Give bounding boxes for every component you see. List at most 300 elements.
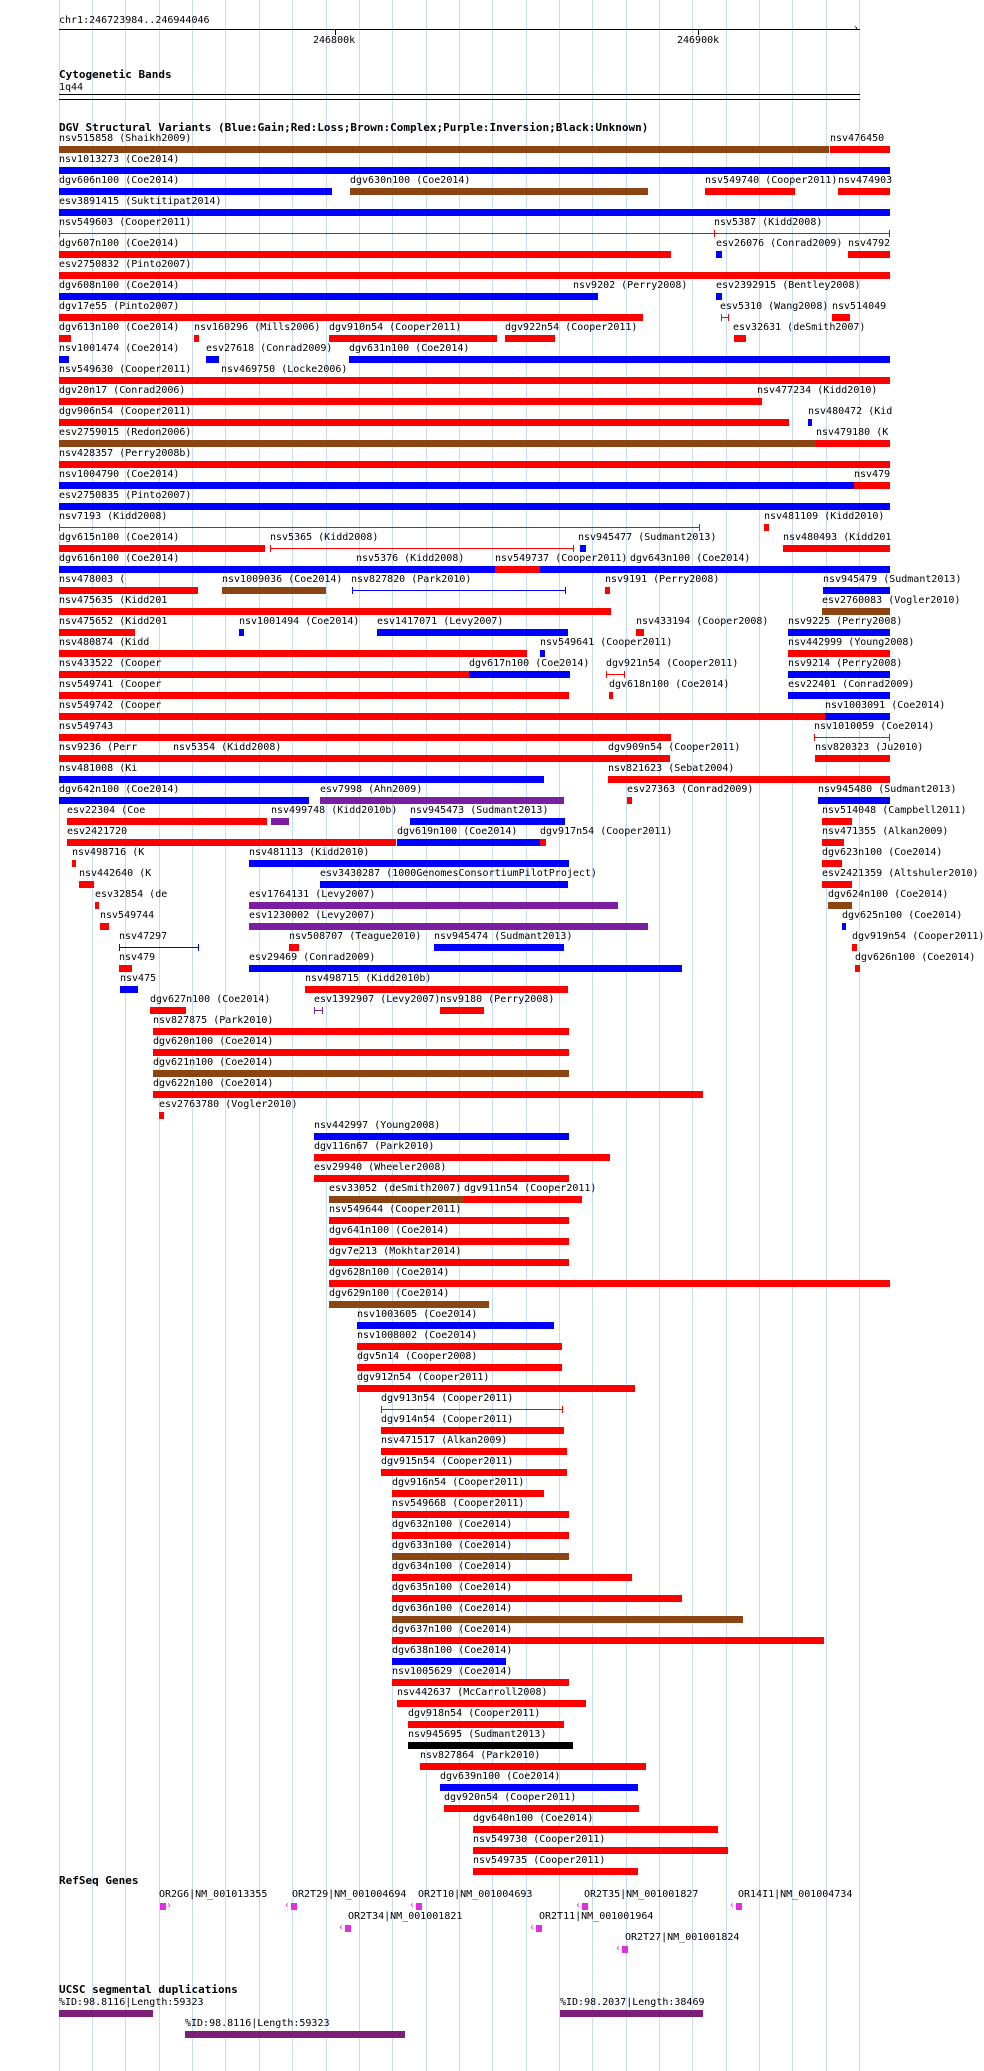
- dgv-feature-label[interactable]: dgv916n54 (Cooper2011): [392, 1477, 525, 1488]
- dgv-feature-bar[interactable]: [67, 839, 396, 846]
- dgv-feature-bar[interactable]: [59, 482, 865, 489]
- dgv-feature-label[interactable]: dgv17e55 (Pinto2007): [59, 301, 180, 312]
- dgv-feature-label[interactable]: dgv641n100 (Coe2014): [329, 1225, 450, 1236]
- dgv-feature-label[interactable]: dgv7e213 (Mokhtar2014): [329, 1246, 462, 1257]
- dgv-feature-bar[interactable]: [59, 545, 265, 552]
- dgv-feature-bar[interactable]: [221, 377, 226, 384]
- dgv-feature-label[interactable]: esv2760083 (Vogler2010): [822, 595, 961, 606]
- dgv-feature-label[interactable]: nsv5365 (Kidd2008): [270, 532, 379, 543]
- dgv-feature-label[interactable]: nsv945480 (Sudmant2013): [818, 784, 957, 795]
- dgv-feature-label[interactable]: nsv827864 (Park2010): [420, 1750, 541, 1761]
- dgv-feature-label[interactable]: nsv4792: [848, 238, 891, 249]
- dgv-feature-label[interactable]: esv2421720: [67, 826, 128, 837]
- dgv-feature-label[interactable]: nsv47297: [119, 931, 168, 942]
- refseq-gene-label[interactable]: OR2T11|NM_001001964: [539, 1911, 654, 1922]
- dgv-feature-bar[interactable]: [59, 377, 890, 384]
- dgv-feature-label[interactable]: nsv549742 (Cooper: [59, 700, 162, 711]
- dgv-feature-label[interactable]: nsv9191 (Perry2008): [605, 574, 720, 585]
- dgv-feature-label[interactable]: nsv499748 (Kidd2010b): [271, 805, 398, 816]
- dgv-feature-label[interactable]: nsv480472 (Kid: [808, 406, 893, 417]
- refseq-gene-glyph[interactable]: [416, 1903, 422, 1910]
- dgv-feature-bar[interactable]: [67, 818, 267, 825]
- dgv-feature-label[interactable]: dgv617n100 (Coe2014): [469, 658, 590, 669]
- dgv-feature-bar[interactable]: [314, 1154, 610, 1161]
- dgv-feature-bar[interactable]: [59, 440, 819, 447]
- dgv-feature-bar[interactable]: [838, 188, 890, 195]
- dgv-feature-label[interactable]: nsv475635 (Kidd201: [59, 595, 168, 606]
- dgv-feature-label[interactable]: dgv616n100 (Coe2014): [59, 553, 180, 564]
- dgv-feature-bar[interactable]: [381, 1469, 567, 1476]
- dgv-feature-label[interactable]: esv7998 (Ahn2009): [320, 784, 423, 795]
- dgv-feature-bar[interactable]: [818, 797, 890, 804]
- dgv-feature-bar[interactable]: [783, 545, 890, 552]
- dgv-feature-label[interactable]: nsv549737 (Cooper2011): [495, 553, 628, 564]
- dgv-feature-label[interactable]: dgv622n100 (Coe2014): [153, 1078, 274, 1089]
- dgv-feature-span[interactable]: [814, 737, 890, 738]
- dgv-feature-label[interactable]: dgv917n54 (Cooper2011): [540, 826, 673, 837]
- dgv-feature-label[interactable]: nsv5376 (Kidd2008): [356, 553, 465, 564]
- dgv-feature-bar[interactable]: [825, 713, 890, 720]
- dgv-feature-label[interactable]: esv27363 (Conrad2009): [627, 784, 754, 795]
- dgv-feature-bar[interactable]: [59, 587, 198, 594]
- dgv-feature-bar[interactable]: [397, 839, 544, 846]
- dgv-feature-bar[interactable]: [608, 776, 890, 783]
- dgv-feature-label[interactable]: dgv920n54 (Cooper2011): [444, 1792, 577, 1803]
- dgv-feature-label[interactable]: nsv821623 (Sebat2004): [608, 763, 735, 774]
- dgv-feature-label[interactable]: esv1392907 (Levy2007): [314, 994, 441, 1005]
- dgv-feature-label[interactable]: dgv613n100 (Coe2014): [59, 322, 180, 333]
- dgv-feature-label[interactable]: nsv1003605 (Coe2014): [357, 1309, 478, 1320]
- dgv-feature-bar[interactable]: [59, 167, 890, 174]
- dgv-feature-label[interactable]: dgv906n54 (Cooper2011): [59, 406, 192, 417]
- dgv-feature-label[interactable]: nsv1010059 (Coe2014): [814, 721, 935, 732]
- dgv-feature-label[interactable]: nsv478003 (: [59, 574, 126, 585]
- dgv-feature-bar[interactable]: [59, 293, 598, 300]
- dgv-feature-bar[interactable]: [271, 818, 289, 825]
- dgv-feature-label[interactable]: esv27618 (Conrad2009): [206, 343, 333, 354]
- dgv-feature-label[interactable]: dgv635n100 (Coe2014): [392, 1582, 513, 1593]
- segdup-bar[interactable]: [59, 2010, 153, 2017]
- segdup-bar[interactable]: [560, 2010, 703, 2017]
- dgv-feature-label[interactable]: nsv471517 (Alkan2009): [381, 1435, 508, 1446]
- dgv-feature-bar[interactable]: [410, 818, 565, 825]
- dgv-feature-bar[interactable]: [830, 146, 890, 153]
- dgv-feature-bar[interactable]: [59, 671, 471, 678]
- dgv-feature-bar[interactable]: [329, 1301, 489, 1308]
- dgv-feature-bar[interactable]: [580, 545, 586, 552]
- dgv-feature-label[interactable]: nsv481113 (Kidd2010): [249, 847, 370, 858]
- dgv-feature-label[interactable]: esv22304 (Coe: [67, 805, 146, 816]
- dgv-feature-label[interactable]: nsv508707 (Teague2010): [289, 931, 422, 942]
- dgv-feature-bar[interactable]: [408, 1721, 564, 1728]
- dgv-feature-bar[interactable]: [788, 671, 890, 678]
- dgv-feature-bar[interactable]: [495, 566, 540, 573]
- dgv-feature-label[interactable]: dgv909n54 (Cooper2011): [608, 742, 741, 753]
- dgv-feature-label[interactable]: dgv921n54 (Cooper2011): [606, 658, 739, 669]
- dgv-feature-bar[interactable]: [72, 860, 76, 867]
- dgv-feature-bar[interactable]: [605, 587, 610, 594]
- dgv-feature-bar[interactable]: [764, 524, 769, 531]
- segdup-label[interactable]: %ID:98.2037|Length:38469: [560, 1997, 705, 2008]
- refseq-gene-label[interactable]: OR14I1|NM_001004734: [738, 1889, 853, 1900]
- dgv-feature-label[interactable]: nsv945479 (Sudmant2013): [823, 574, 962, 585]
- dgv-feature-label[interactable]: dgv5n14 (Cooper2008): [357, 1351, 478, 1362]
- dgv-feature-bar[interactable]: [392, 1595, 682, 1602]
- dgv-feature-bar[interactable]: [329, 1217, 569, 1224]
- dgv-feature-bar[interactable]: [357, 1364, 562, 1371]
- dgv-feature-bar[interactable]: [392, 1574, 632, 1581]
- dgv-feature-label[interactable]: esv1764131 (Levy2007): [249, 889, 376, 900]
- dgv-feature-label[interactable]: dgv629n100 (Coe2014): [329, 1288, 450, 1299]
- dgv-feature-label[interactable]: dgv607n100 (Coe2014): [59, 238, 180, 249]
- dgv-feature-bar[interactable]: [59, 629, 135, 636]
- dgv-feature-label[interactable]: dgv642n100 (Coe2014): [59, 784, 180, 795]
- dgv-feature-bar[interactable]: [408, 1742, 573, 1749]
- dgv-feature-span[interactable]: [59, 527, 700, 528]
- dgv-feature-label[interactable]: dgv627n100 (Coe2014): [150, 994, 271, 1005]
- dgv-feature-bar[interactable]: [59, 713, 890, 720]
- dgv-feature-label[interactable]: nsv475652 (Kidd201: [59, 616, 168, 627]
- dgv-feature-label[interactable]: nsv475: [120, 973, 157, 984]
- refseq-gene-label[interactable]: OR2T10|NM_001004693: [418, 1889, 533, 1900]
- dgv-feature-bar[interactable]: [153, 1028, 569, 1035]
- dgv-feature-bar[interactable]: [377, 629, 568, 636]
- dgv-feature-label[interactable]: nsv479: [119, 952, 156, 963]
- dgv-feature-span[interactable]: [356, 569, 480, 570]
- dgv-feature-label[interactable]: esv2750835 (Pinto2007): [59, 490, 192, 501]
- dgv-feature-label[interactable]: nsv549730 (Cooper2011): [473, 1834, 606, 1845]
- dgv-feature-label[interactable]: nsv160296 (Mills2006): [194, 322, 321, 333]
- dgv-feature-bar[interactable]: [349, 356, 890, 363]
- refseq-gene-glyph[interactable]: [345, 1925, 351, 1932]
- refseq-gene-label[interactable]: OR2T27|NM_001001824: [625, 1932, 740, 1943]
- dgv-feature-bar[interactable]: [249, 860, 569, 867]
- dgv-feature-label[interactable]: dgv633n100 (Coe2014): [392, 1540, 513, 1551]
- dgv-feature-bar[interactable]: [788, 692, 890, 699]
- dgv-feature-bar[interactable]: [788, 650, 890, 657]
- dgv-feature-label[interactable]: nsv549735 (Cooper2011): [473, 1855, 606, 1866]
- dgv-feature-bar[interactable]: [464, 1196, 582, 1203]
- dgv-feature-bar[interactable]: [59, 356, 69, 363]
- dgv-feature-bar[interactable]: [59, 797, 309, 804]
- refseq-gene-label[interactable]: OR2T34|NM_001001821: [348, 1911, 463, 1922]
- dgv-feature-label[interactable]: dgv630n100 (Coe2014): [350, 175, 471, 186]
- dgv-feature-label[interactable]: dgv918n54 (Cooper2011): [408, 1708, 541, 1719]
- dgv-feature-bar[interactable]: [95, 902, 99, 909]
- dgv-feature-label[interactable]: esv2392915 (Bentley2008): [716, 280, 861, 291]
- dgv-feature-label[interactable]: dgv623n100 (Coe2014): [822, 847, 943, 858]
- dgv-feature-bar[interactable]: [757, 398, 762, 405]
- dgv-feature-bar[interactable]: [705, 188, 795, 195]
- dgv-feature-bar[interactable]: [59, 692, 569, 699]
- dgv-feature-label[interactable]: dgv912n54 (Cooper2011): [357, 1372, 490, 1383]
- dgv-feature-label[interactable]: nsv1001474 (Coe2014): [59, 343, 180, 354]
- dgv-feature-bar[interactable]: [59, 146, 829, 153]
- dgv-feature-label[interactable]: dgv116n67 (Park2010): [314, 1141, 435, 1152]
- dgv-feature-bar[interactable]: [59, 419, 789, 426]
- dgv-feature-label[interactable]: nsv479180 (K: [816, 427, 889, 438]
- dgv-feature-span[interactable]: [573, 296, 591, 297]
- dgv-feature-label[interactable]: nsv945477 (Sudmant2013): [578, 532, 717, 543]
- dgv-feature-label[interactable]: esv3891415 (Suktitipat2014): [59, 196, 222, 207]
- dgv-feature-span[interactable]: [606, 674, 625, 675]
- dgv-feature-bar[interactable]: [540, 839, 546, 846]
- dgv-feature-bar[interactable]: [357, 1343, 562, 1350]
- dgv-feature-bar[interactable]: [473, 1826, 718, 1833]
- dgv-feature-label[interactable]: nsv1004790 (Coe2014): [59, 469, 180, 480]
- dgv-feature-bar[interactable]: [815, 755, 890, 762]
- dgv-feature-bar[interactable]: [473, 1847, 728, 1854]
- dgv-feature-span[interactable]: [352, 590, 566, 591]
- dgv-feature-bar[interactable]: [249, 902, 618, 909]
- dgv-feature-label[interactable]: nsv471355 (Alkan2009): [822, 826, 949, 837]
- dgv-feature-bar[interactable]: [59, 608, 611, 615]
- dgv-feature-bar[interactable]: [59, 461, 890, 468]
- dgv-feature-span[interactable]: [381, 1409, 563, 1410]
- dgv-feature-label[interactable]: dgv615n100 (Coe2014): [59, 532, 180, 543]
- dgv-feature-label[interactable]: dgv914n54 (Cooper2011): [381, 1414, 514, 1425]
- dgv-feature-label[interactable]: nsv9202 (Perry2008): [573, 280, 688, 291]
- dgv-feature-bar[interactable]: [397, 1700, 586, 1707]
- dgv-feature-label[interactable]: esv22401 (Conrad2009): [788, 679, 915, 690]
- dgv-feature-label[interactable]: esv2763780 (Vogler2010): [159, 1099, 298, 1110]
- dgv-feature-bar[interactable]: [59, 335, 71, 342]
- dgv-feature-label[interactable]: nsv5387 (Kidd2008): [714, 217, 823, 228]
- dgv-feature-label[interactable]: nsv9236 (Perr: [59, 742, 138, 753]
- dgv-feature-label[interactable]: dgv608n100 (Coe2014): [59, 280, 180, 291]
- dgv-feature-label[interactable]: nsv549743: [59, 721, 114, 732]
- dgv-feature-bar[interactable]: [822, 608, 890, 615]
- dgv-feature-bar[interactable]: [854, 482, 890, 489]
- dgv-feature-bar[interactable]: [832, 314, 850, 321]
- dgv-feature-bar[interactable]: [249, 923, 648, 930]
- dgv-feature-label[interactable]: dgv922n54 (Cooper2011): [505, 322, 638, 333]
- refseq-gene-label[interactable]: OR2T35|NM_001001827: [584, 1889, 699, 1900]
- dgv-feature-bar[interactable]: [392, 1553, 569, 1560]
- dgv-feature-label[interactable]: nsv549644 (Cooper2011): [329, 1204, 462, 1215]
- dgv-feature-bar[interactable]: [305, 986, 568, 993]
- dgv-feature-bar[interactable]: [392, 1511, 569, 1518]
- dgv-feature-label[interactable]: esv2759015 (Redon2006): [59, 427, 192, 438]
- dgv-feature-bar[interactable]: [473, 1868, 638, 1875]
- dgv-feature-bar[interactable]: [381, 1448, 567, 1455]
- dgv-feature-bar[interactable]: [822, 839, 844, 846]
- dgv-feature-label[interactable]: esv29940 (Wheeler2008): [314, 1162, 447, 1173]
- dgv-feature-bar[interactable]: [420, 1763, 646, 1770]
- dgv-feature-label[interactable]: nsv433194 (Cooper2008): [636, 616, 769, 627]
- dgv-feature-label[interactable]: esv2750832 (Pinto2007): [59, 259, 192, 270]
- dgv-feature-label[interactable]: nsv945474 (Sudmant2013): [434, 931, 573, 942]
- dgv-feature-bar[interactable]: [505, 335, 555, 342]
- dgv-feature-bar[interactable]: [627, 797, 632, 804]
- dgv-feature-bar[interactable]: [329, 1259, 569, 1266]
- dgv-feature-bar[interactable]: [434, 944, 564, 951]
- dgv-feature-label[interactable]: nsv481008 (Ki: [59, 763, 138, 774]
- dgv-feature-bar[interactable]: [357, 1385, 635, 1392]
- dgv-feature-bar[interactable]: [59, 209, 890, 216]
- dgv-feature-label[interactable]: nsv428357 (Perry2008b): [59, 448, 192, 459]
- dgv-feature-bar[interactable]: [350, 188, 648, 195]
- dgv-feature-bar[interactable]: [392, 1532, 569, 1539]
- dgv-feature-bar[interactable]: [314, 1175, 569, 1182]
- dgv-feature-bar[interactable]: [59, 776, 544, 783]
- dgv-feature-label[interactable]: nsv1009036 (Coe2014): [222, 574, 343, 585]
- dgv-feature-label[interactable]: dgv637n100 (Coe2014): [392, 1624, 513, 1635]
- segdup-label[interactable]: %ID:98.8116|Length:59323: [185, 2018, 330, 2029]
- dgv-feature-bar[interactable]: [289, 944, 299, 951]
- dgv-feature-label[interactable]: esv29469 (Conrad2009): [249, 952, 376, 963]
- dgv-feature-label[interactable]: nsv549641 (Cooper2011): [540, 637, 673, 648]
- dgv-feature-label[interactable]: nsv549668 (Cooper2011): [392, 1498, 525, 1509]
- dgv-feature-bar[interactable]: [357, 1322, 554, 1329]
- dgv-feature-label[interactable]: dgv911n54 (Cooper2011): [464, 1183, 597, 1194]
- dgv-feature-bar[interactable]: [823, 587, 890, 594]
- dgv-feature-span[interactable]: [714, 233, 890, 234]
- dgv-feature-label[interactable]: dgv639n100 (Coe2014): [440, 1771, 561, 1782]
- dgv-feature-bar[interactable]: [100, 923, 109, 930]
- dgv-feature-label[interactable]: nsv474903: [838, 175, 893, 186]
- dgv-feature-bar[interactable]: [822, 860, 842, 867]
- dgv-feature-bar[interactable]: [609, 692, 613, 699]
- dgv-feature-bar[interactable]: [329, 1238, 569, 1245]
- dgv-feature-bar[interactable]: [119, 965, 132, 972]
- dgv-feature-bar[interactable]: [173, 755, 563, 762]
- dgv-feature-label[interactable]: nsv480874 (Kidd: [59, 637, 150, 648]
- dgv-feature-bar[interactable]: [153, 1070, 569, 1077]
- dgv-feature-label[interactable]: dgv919n54 (Cooper2011): [852, 931, 984, 942]
- dgv-feature-bar[interactable]: [153, 1091, 703, 1098]
- dgv-feature-span[interactable]: [119, 947, 199, 948]
- dgv-feature-bar[interactable]: [239, 629, 244, 636]
- dgv-feature-label[interactable]: dgv632n100 (Coe2014): [392, 1519, 513, 1530]
- dgv-feature-bar[interactable]: [848, 251, 890, 258]
- dgv-feature-bar[interactable]: [381, 1427, 564, 1434]
- dgv-feature-label[interactable]: nsv514049: [832, 301, 887, 312]
- dgv-feature-label[interactable]: nsv945695 (Sudmant2013): [408, 1729, 547, 1740]
- dgv-feature-label[interactable]: nsv442997 (Young2008): [314, 1120, 441, 1131]
- dgv-feature-bar[interactable]: [59, 188, 332, 195]
- dgv-feature-label[interactable]: nsv827875 (Park2010): [153, 1015, 274, 1026]
- dgv-feature-label[interactable]: nsv1003091 (Coe2014): [825, 700, 946, 711]
- dgv-feature-bar[interactable]: [392, 1658, 506, 1665]
- dgv-feature-bar[interactable]: [159, 1112, 164, 1119]
- dgv-feature-label[interactable]: dgv628n100 (Coe2014): [329, 1267, 450, 1278]
- dgv-feature-label[interactable]: esv1417071 (Levy2007): [377, 616, 504, 627]
- dgv-feature-label[interactable]: dgv638n100 (Coe2014): [392, 1645, 513, 1656]
- dgv-feature-label[interactable]: dgv643n100 (Coe2014): [630, 553, 751, 564]
- dgv-feature-bar[interactable]: [222, 587, 326, 594]
- dgv-feature-bar[interactable]: [788, 629, 890, 636]
- dgv-feature-label[interactable]: nsv433522 (Cooper: [59, 658, 162, 669]
- dgv-feature-bar[interactable]: [734, 335, 746, 342]
- dgv-feature-label[interactable]: dgv915n54 (Cooper2011): [381, 1456, 514, 1467]
- dgv-feature-label[interactable]: nsv549741 (Cooper: [59, 679, 162, 690]
- dgv-feature-bar[interactable]: [716, 251, 722, 258]
- dgv-feature-label[interactable]: nsv442999 (Young2008): [788, 637, 915, 648]
- dgv-feature-label[interactable]: nsv481109 (Kidd2010): [764, 511, 885, 522]
- dgv-feature-bar[interactable]: [440, 1007, 484, 1014]
- dgv-feature-label[interactable]: nsv442640 (K: [79, 868, 152, 879]
- dgv-feature-bar[interactable]: [469, 671, 570, 678]
- dgv-feature-label[interactable]: nsv549603 (Cooper2011): [59, 217, 192, 228]
- dgv-feature-label[interactable]: nsv498715 (Kidd2010b): [305, 973, 432, 984]
- dgv-feature-label[interactable]: esv32854 (de: [95, 889, 168, 900]
- dgv-feature-bar[interactable]: [392, 1637, 824, 1644]
- dgv-feature-bar[interactable]: [153, 1049, 569, 1056]
- dgv-feature-label[interactable]: nsv469750 (Locke2006): [221, 364, 348, 375]
- dgv-feature-label[interactable]: nsv1013273 (Coe2014): [59, 154, 180, 165]
- dgv-feature-label[interactable]: nsv477234 (Kidd2010): [757, 385, 878, 396]
- dgv-feature-label[interactable]: nsv549630 (Cooper2011): [59, 364, 192, 375]
- dgv-feature-bar[interactable]: [816, 440, 890, 447]
- dgv-feature-bar[interactable]: [716, 293, 722, 300]
- dgv-feature-bar[interactable]: [608, 755, 612, 762]
- dgv-feature-bar[interactable]: [392, 1490, 544, 1497]
- dgv-feature-label[interactable]: dgv636n100 (Coe2014): [392, 1603, 513, 1614]
- refseq-gene-glyph[interactable]: [736, 1903, 742, 1910]
- dgv-feature-bar[interactable]: [79, 881, 94, 888]
- dgv-feature-bar[interactable]: [314, 1133, 569, 1140]
- dgv-feature-label[interactable]: nsv7193 (Kidd2008): [59, 511, 168, 522]
- dgv-feature-label[interactable]: nsv498716 (K: [72, 847, 145, 858]
- dgv-feature-bar[interactable]: [636, 629, 644, 636]
- dgv-feature-label[interactable]: esv26076 (Conrad2009): [716, 238, 843, 249]
- dgv-feature-bar[interactable]: [59, 398, 759, 405]
- dgv-feature-label[interactable]: dgv624n100 (Coe2014): [828, 889, 949, 900]
- dgv-feature-bar[interactable]: [59, 251, 671, 258]
- dgv-feature-bar[interactable]: [59, 734, 671, 741]
- dgv-feature-bar[interactable]: [540, 650, 545, 657]
- refseq-gene-glyph[interactable]: [291, 1903, 297, 1910]
- segdup-label[interactable]: %ID:98.8116|Length:59323: [59, 1997, 204, 2008]
- dgv-feature-bar[interactable]: [329, 335, 497, 342]
- dgv-feature-bar[interactable]: [59, 650, 527, 657]
- dgv-feature-bar[interactable]: [329, 1280, 890, 1287]
- dgv-feature-label[interactable]: dgv913n54 (Cooper2011): [381, 1393, 514, 1404]
- dgv-feature-bar[interactable]: [808, 419, 812, 426]
- dgv-feature-label[interactable]: nsv820323 (Ju2010): [815, 742, 924, 753]
- dgv-feature-label[interactable]: nsv9225 (Perry2008): [788, 616, 903, 627]
- dgv-feature-label[interactable]: dgv640n100 (Coe2014): [473, 1813, 594, 1824]
- dgv-feature-label[interactable]: dgv634n100 (Coe2014): [392, 1561, 513, 1572]
- dgv-feature-label[interactable]: dgv621n100 (Coe2014): [153, 1057, 274, 1068]
- dgv-feature-label[interactable]: dgv606n100 (Coe2014): [59, 175, 180, 186]
- dgv-feature-bar[interactable]: [828, 902, 852, 909]
- dgv-feature-label[interactable]: dgv631n100 (Coe2014): [349, 343, 470, 354]
- dgv-feature-label[interactable]: esv3430287 (1000GenomesConsortiumPilotProject): [320, 868, 597, 879]
- dgv-feature-label[interactable]: nsv827820 (Park2010): [351, 574, 472, 585]
- dgv-feature-bar[interactable]: [822, 818, 852, 825]
- dgv-feature-bar[interactable]: [59, 314, 643, 321]
- refseq-gene-label[interactable]: OR2T29|NM_001004694: [292, 1889, 407, 1900]
- dgv-feature-label[interactable]: nsv9214 (Perry2008): [788, 658, 903, 669]
- dgv-feature-label[interactable]: nsv514048 (Campbell2011): [822, 805, 967, 816]
- dgv-feature-label[interactable]: nsv9180 (Perry2008): [440, 994, 555, 1005]
- refseq-gene-glyph[interactable]: [536, 1925, 542, 1932]
- dgv-feature-bar[interactable]: [842, 923, 846, 930]
- dgv-feature-bar[interactable]: [320, 797, 564, 804]
- dgv-feature-bar[interactable]: [630, 566, 890, 573]
- dgv-feature-label[interactable]: nsv480493 (Kidd201: [783, 532, 892, 543]
- refseq-gene-label[interactable]: OR2G6|NM_001013355: [159, 1889, 268, 1900]
- dgv-feature-span[interactable]: [270, 548, 574, 549]
- dgv-feature-label[interactable]: esv5310 (Wang2008): [720, 301, 829, 312]
- dgv-feature-bar[interactable]: [150, 1007, 186, 1014]
- dgv-feature-label[interactable]: nsv515858 (Shaikh2009): [59, 133, 192, 144]
- dgv-feature-bar[interactable]: [206, 356, 219, 363]
- refseq-gene-glyph[interactable]: [622, 1946, 628, 1953]
- dgv-feature-bar[interactable]: [444, 1805, 639, 1812]
